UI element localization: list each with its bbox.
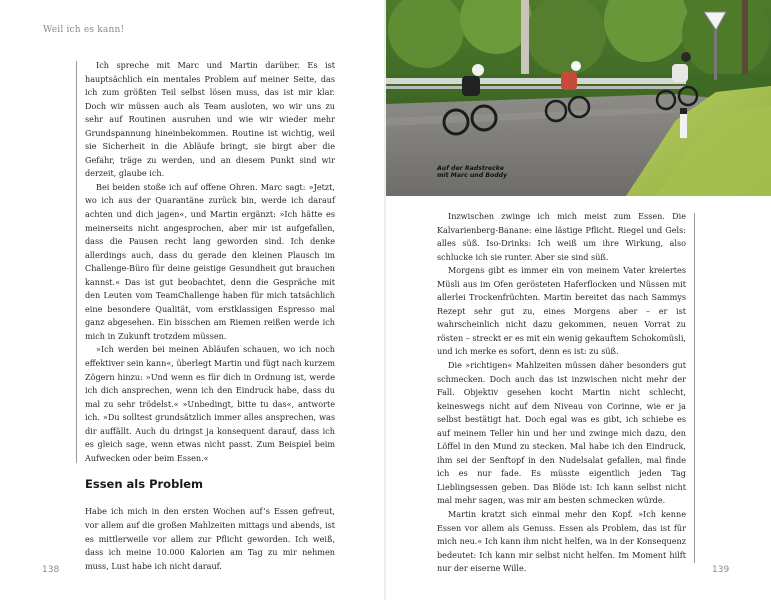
section-heading: Essen als Problem xyxy=(85,477,204,492)
paragraph: Morgens gibt es immer ein von meinem Vater kreiertes Müsli aus im Ofen gerösteten Haferflocken und Nüssen mit allerlei Trockenfrüchten. Martin bereitet das nach Sammys Rezept sehr gut zu, eines Morgens aber – er ist wahrscheinlich nicht dazu gekommen, neuen Vorrat zu rösten – streckt er es mit ein wenig gekauftem Schokomüsli, und ich merke es sofort, denn es ist: zu süß. xyxy=(437,265,686,357)
right-text-column xyxy=(437,210,686,576)
caption-line: Auf der Radstrecke xyxy=(437,165,504,172)
margin-rule xyxy=(694,213,695,563)
paragraph: Inzwischen zwinge ich mich meist zum Essen. Die Kalvarienberg-Banane: eine lästige Pflicht. Riegel und Gels: alles süß. Iso-Drinks: Ich weiß um ihre Wirkung, also schlucke ich sie runter. Aber sie sind süß. xyxy=(437,211,686,262)
photo-caption xyxy=(437,165,507,180)
left-text-column xyxy=(85,59,335,573)
paragraph: Habe ich mich in den ersten Wochen auf’s Essen gefreut, vor allem auf die großen Mahlzeiten mittags und abends, ist es mittlerweile vor allem zur Pflicht geworden. Ich weiß, dass ich meine 10.000 Kalorien am Tag zu mir nehmen muss, Lust habe ich nicht darauf. xyxy=(85,506,335,571)
left-page xyxy=(0,0,385,600)
page-number-right: 139 xyxy=(712,565,730,575)
page-number-left: 138 xyxy=(42,565,60,575)
caption-line: mit Marc und Boddy xyxy=(437,172,508,180)
paragraph: »Ich werden bei meinen Abläufen schauen, wo ich noch effektiver sein kann«, überlegt Martin und fügt nach kurzem Zögern hinzu: »Und wenn es für dich in Ordnung ist, werde ich dich ansprechen, wenn ich den Eindruck habe, dass du mal zu sehr trödelst.« »Unbedingt, bitte tu das«, antworte ich. »Du solltest grundsätzlich immer alles ansprechen, was dir auffällt. Auch du dringst ja konsequent darauf, dass ich es gleich sage, wenn etwas nicht passt. Zum Beispiel beim Aufwecken oder beim Essen.« xyxy=(85,344,335,463)
margin-rule xyxy=(76,61,77,463)
paragraph: Die »richtigen« Mahlzeiten müssen daher besonders gut schmecken. Doch auch das ist inzwischen nicht mehr der Fall. Objektiv gesehen kocht Martin nicht schlecht, keineswegs nicht auf dem Niveau von Corinne, wie er ja selbst bestätigt hat. Doch egal was es gibt, ich schiebe es auf meinem Teller hin und her und zwinge mich dazu, den Löffel in den Mund zu stecken. Mal habe ich den Eindruck, ihm sei der Senftopf in den Nudelsalat gefallen, mal finde ich es nur fade. Es müsste eigentlich jeden Tag Lieblingsessen geben. Das Blöde ist: Ich kann selbst nicht mal mehr sagen, was mir am besten schmecken würde. xyxy=(437,360,686,506)
paragraph: Ich spreche mit Marc und Martin darüber. Es ist hauptsächlich ein mentales Problem auf meiner Seite, das ich zum größten Teil selbst lösen muss, das ist mir klar. Doch wir müssen auch als Team ausloten, wo wir uns zu sehr auf Routinen ausruhen und wie wir wieder mehr Grundspannung hineinbekommen. Routine ist wichtig, weil sie Sicherheit in die Abläufe bringt, sie birgt aber die Gefahr, träge zu werden, und an diesem Punkt sind wir derzeit, glaube ich. xyxy=(85,60,335,179)
running-head: Weil ich es kann! xyxy=(43,25,125,35)
paragraph: Bei beiden stoße ich auf offene Ohren. Marc sagt: »Jetzt, wo ich aus der Quarantäne zurück bin, werde ich darauf achten und dich jagen«, und Martin ergänzt: »Ich hätte es meinerseits nicht angesprochen, aber mir ist aufgefallen, dass die Pausen recht lang geworden sind. Ich denke allerdings auch, dass du gerade den kleinen Plausch im Challenge-Büro für deine geistige Gesundheit gut brauchen kannst.« Das ist gut beobachtet, denn die Gespräche mit den Leuten vom TeamChallenge haben für mich tatsächlich eine besondere Qualität, vom erstklassigen Espresso mal ganz abgesehen. Ein bisschen am Riemen reißen werde ich mich in Zukunft trotzdem müssen. xyxy=(85,181,335,341)
paragraph: Martin kratzt sich einmal mehr den Kopf. »Ich kenne Essen vor allem als Genuss. Essen als Problem, das ist für mich neu.« Ich kann ihm nicht helfen, wa in der Konsequenz bedeutet: Ich kann mir selbst nicht helfen. Im Moment hilft nur der eiserne Wille. xyxy=(437,509,686,574)
